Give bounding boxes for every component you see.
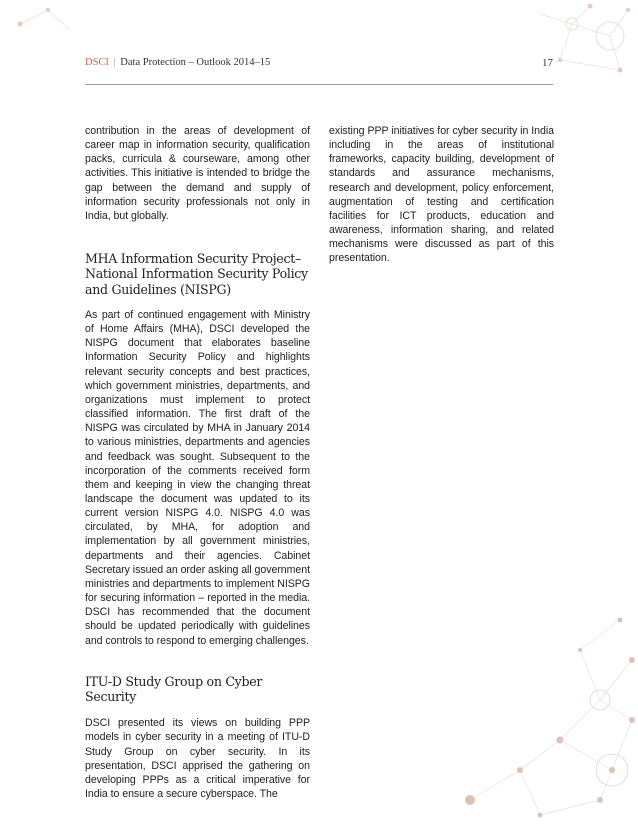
right-column xyxy=(329,124,554,266)
left-column xyxy=(85,124,310,801)
page-number: 17 xyxy=(542,57,553,69)
continued-paragraph: existing PPP initiatives for cyber security in India including in the areas of institutional frameworks, capacity building, development of standards and assurance mechanisms, research and development, policy enforcement, augmentation of testing and certification facilities for ICT products, education and awareness, information sharing, and related mechanisms were discussed as part of this presentation. xyxy=(329,125,554,265)
header-title: Data Protection – Outlook 2014–15 xyxy=(120,57,271,68)
mha-paragraph: As part of continued engagement with Ministry of Home Affairs (MHA), DSCI developed the NISPG document that elaborates baseline Information Security Policy and highlights relevant security concepts and best practices, which government ministries, departments, and organizations must implement to protect classified information. The first draft of the NISPG was circulated by MHA in January 2014 to various ministries, departments and agencies and feedback was sought. Subsequent to the incorporation of the comments received form them and keeping in view the changing threat landscape the document was updated to its current version NISPG 4.0. NISPG 4.0 was circulated, by MHA, for adoption and implementation by all government ministries, departments and their agencies. Cabinet Secretary issued an order asking all government ministries and departments to implement NISPG for securing information – reported in the media. DSCI has recommended that the document should be updated periodically with guidelines and controls to respond to emerging challenges. xyxy=(85,308,310,647)
mha-section-heading: MHA Information Security Project– National Information Security Policy and Guidelines (NISPG) xyxy=(85,251,308,297)
itu-section-heading: ITU-D Study Group on Cyber Security xyxy=(85,673,263,705)
running-header xyxy=(85,57,553,73)
itu-paragraph: DSCI presented its views on building PPP models in cyber security in a meeting of ITU-D Study Group on cyber security. In its presentation, DSCI apprised the gathering on developing PPPs as a critical imperative for India to ensure a secure cyberspace. The xyxy=(85,717,310,801)
header-brand: DSCI xyxy=(85,57,109,68)
header-separator: | xyxy=(113,57,116,68)
header-rule xyxy=(85,84,553,85)
intro-paragraph: contribution in the areas of development of career map in information security, qualification packs, curricula & courseware, among other activities. This initiative is intended to bridge the gap between the demand and supply of information security professionals not only in India, but globally. xyxy=(85,125,310,222)
